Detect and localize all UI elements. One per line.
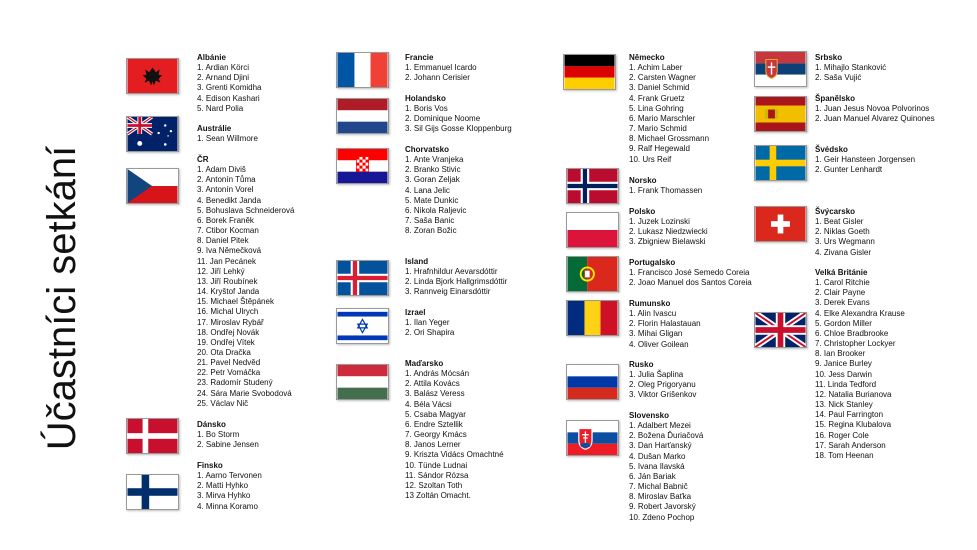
member-name: 8. Miroslav Baťka: [629, 492, 692, 502]
member-name: 4. Zivana Gisler: [815, 247, 872, 257]
member-name: 3. Dan Harťanský: [629, 441, 692, 451]
member-name: 1. Ilan Yeger: [405, 318, 450, 328]
member-name: 14. Paul Farrington: [815, 410, 884, 420]
member-name: 3. Zbigniew Bielawski: [629, 237, 706, 247]
member-name: 5. Mate Dunkic: [405, 195, 459, 205]
member-name: 2. Antonín Tůma: [197, 175, 256, 185]
member-name: 4. Elke Alexandra Krause: [815, 308, 905, 318]
spain-flag-icon: [754, 96, 807, 132]
country-name: Španělsko: [815, 94, 856, 103]
member-name: 3. Rannveig Einarsdóttir: [405, 287, 491, 297]
member-name: 3. Sil Gijs Gosse Kloppenburg: [405, 124, 512, 134]
member-name: 2. Joao Manuel dos Santos Coreia: [629, 278, 752, 288]
member-list: [815, 155, 915, 175]
member-name: 3. Antonín Vorel: [197, 185, 254, 195]
member-name: 17. Sarah Anderson: [815, 440, 886, 450]
australia-flag-icon: [126, 116, 179, 152]
member-name: 16. Roger Cole: [815, 430, 869, 440]
member-name: 10. Jess Darwin: [815, 369, 872, 379]
member-name: 1. Hrafnhildur Aevarsdóttir: [405, 267, 498, 277]
member-list: [629, 63, 709, 165]
member-name: 1. Beat Gisler: [815, 217, 864, 227]
country-block-hungary: [405, 359, 504, 501]
country-block-serbia: [815, 53, 886, 83]
member-name: 5. Nard Polia: [197, 103, 244, 113]
member-name: 3. Mihai Gligan: [629, 329, 683, 339]
member-name: 4. Frank Gruetz: [629, 93, 685, 103]
country-block-croatia: [405, 145, 466, 236]
member-name: 24. Sára Marie Svobodová: [197, 388, 292, 398]
finland-flag-icon: [126, 474, 179, 510]
member-name: 12. Szoltan Toth: [405, 480, 463, 490]
member-name: 7. Christopher Lockyer: [815, 339, 896, 349]
iceland-flag-icon: [336, 260, 389, 296]
albania-flag-icon: [126, 58, 179, 94]
member-name: 5. Ivana Ilavská: [629, 461, 685, 471]
country-name: Francie: [405, 53, 434, 62]
member-name: 1. Julia Šaplina: [629, 370, 684, 380]
member-name: 1. Boris Vos: [405, 104, 448, 114]
member-name: 1. Sean Willmore: [197, 134, 258, 144]
member-name: 1. Francisco José Semedo Coreia: [629, 268, 750, 278]
member-name: 3. Grenti Komidha: [197, 83, 262, 93]
member-name: 2. Dominique Noome: [405, 114, 481, 124]
member-name: 2. Linda Bjork Hallgrimsdóttir: [405, 277, 508, 287]
member-name: 21. Pavel Nedvěd: [197, 358, 261, 368]
country-name: Portugalsko: [629, 258, 676, 267]
member-name: 6. Chloe Bradbrooke: [815, 328, 889, 338]
member-name: 2. Juan Manuel Alvarez Quinones: [815, 114, 935, 124]
country-block-germany: [629, 53, 709, 165]
member-name: 1. Juan Jesus Novoa Polvorinos: [815, 104, 930, 114]
member-name: 15. Regina Klubalova: [815, 420, 892, 430]
member-name: 8. Janos Lerner: [405, 440, 461, 450]
member-name: 4. Dušan Marko: [629, 451, 686, 461]
country-block-norway: [629, 176, 702, 196]
member-name: 6. Ján Bariak: [629, 471, 676, 481]
member-name: 2. Carsten Wagner: [629, 73, 696, 83]
croatia-flag-icon: [336, 148, 389, 184]
member-name: 1. Mihajlo Stanković: [815, 63, 887, 73]
country-block-albania: [197, 53, 261, 114]
member-list: [197, 165, 294, 409]
member-list: [405, 63, 477, 83]
portugal-flag-icon: [566, 256, 619, 292]
russia-flag-icon: [566, 364, 619, 400]
member-name: 1. Aarno Tervonen: [197, 471, 262, 481]
member-name: 1. Ante Vranjeka: [405, 155, 464, 165]
slovakia-flag-icon: [566, 420, 619, 456]
member-list: [405, 104, 512, 134]
member-list: [405, 155, 466, 236]
member-name: 15. Michael Štěpánek: [197, 297, 274, 307]
member-name: 4. Lana Jelic: [405, 185, 450, 195]
member-name: 4. Edison Kashari: [197, 93, 260, 103]
member-name: 20. Ota Dračka: [197, 347, 251, 357]
country-name: Velká Británie: [815, 268, 868, 277]
member-list: [197, 134, 258, 144]
member-name: 1. Achim Laber: [629, 63, 683, 73]
member-name: 4. Minna Koramo: [197, 501, 258, 511]
member-list: [815, 217, 875, 258]
member-name: 2. Johann Cerisier: [405, 73, 470, 83]
member-name: 17. Miroslav Rybář: [197, 317, 264, 327]
sweden-flag-icon: [754, 145, 807, 181]
country-name: Maďarsko: [405, 359, 444, 368]
member-name: 7. Georgy Kmács: [405, 430, 467, 440]
france-flag-icon: [336, 52, 389, 88]
country-name: Švýcarsko: [815, 207, 856, 216]
page-title: Účastníci setkání: [40, 145, 84, 451]
member-name: 6. Endre Sztellik: [405, 419, 463, 429]
member-name: 4. Béla Vácsi: [405, 399, 452, 409]
country-block-netherlands: [405, 94, 512, 135]
member-name: 6. Mario Marschler: [629, 113, 696, 123]
country-name: Slovensko: [629, 411, 670, 420]
member-list: [197, 471, 262, 512]
member-name: 9. Janice Burley: [815, 359, 872, 369]
country-name: Německo: [629, 53, 665, 62]
member-name: 18. Tom Heenan: [815, 450, 874, 460]
country-name: Albánie: [197, 53, 226, 62]
member-name: 2. Oleg Prigoryanu: [629, 380, 696, 390]
member-list: [815, 63, 886, 83]
country-name: Švédsko: [815, 145, 848, 154]
member-name: 11. Sándor Rózsa: [405, 470, 469, 480]
member-name: 2. Niklas Goeth: [815, 227, 870, 237]
member-name: 9. Ralf Hegewald: [629, 144, 690, 154]
member-name: 3. Balász Veress: [405, 389, 465, 399]
member-name: 23. Radomír Studený: [197, 378, 273, 388]
member-name: 2. Ori Shapira: [405, 328, 455, 338]
member-list: [629, 186, 702, 196]
member-name: 10. Tünde Ludnai: [405, 460, 468, 470]
member-name: 3. Urs Wegmann: [815, 237, 875, 247]
member-name: 3. Viktor Grišenkov: [629, 390, 697, 400]
member-list: [629, 421, 703, 523]
member-name: 13. Jiří Roubínek: [197, 276, 258, 286]
member-name: 2. Branko Stivic: [405, 165, 461, 175]
country-block-russia: [629, 360, 696, 401]
poland-flag-icon: [566, 212, 619, 248]
country-name: Dánsko: [197, 420, 226, 429]
country-block-poland: [629, 207, 708, 248]
member-list: [815, 104, 935, 124]
member-name: 12. Jiří Lehký: [197, 266, 245, 276]
country-name: Polsko: [629, 207, 656, 216]
czech-flag-icon: [126, 168, 179, 204]
hungary-flag-icon: [336, 364, 389, 400]
member-name: 4. Benedikt Janda: [197, 195, 262, 205]
romania-flag-icon: [566, 300, 619, 336]
country-name: Srbsko: [815, 53, 843, 62]
member-list: [629, 268, 752, 288]
member-name: 11. Linda Tedford: [815, 379, 877, 389]
member-name: 3. Goran Zeljak: [405, 175, 460, 185]
netherlands-flag-icon: [336, 98, 389, 134]
member-list: [405, 318, 454, 338]
denmark-flag-icon: [126, 418, 179, 454]
member-name: 7. Michal Babnič: [629, 482, 688, 492]
member-name: 2. Sabine Jensen: [197, 440, 259, 450]
member-list: [629, 217, 708, 247]
member-list: [197, 430, 259, 450]
country-block-spain: [815, 94, 935, 124]
country-block-czech: [197, 155, 294, 409]
country-block-iceland: [405, 257, 507, 298]
member-name: 2. Arnand Djini: [197, 73, 250, 83]
member-name: 2. Attila Kovács: [405, 379, 460, 389]
member-name: 1. András Mócsán: [405, 369, 470, 379]
country-name: Island: [405, 257, 429, 266]
country-block-sweden: [815, 145, 915, 175]
country-block-uk: [815, 268, 905, 461]
member-name: 18. Ondřej Novák: [197, 327, 260, 337]
country-name: Holandsko: [405, 94, 446, 103]
member-list: [815, 278, 905, 461]
member-name: 9. Iva Němečková: [197, 246, 262, 256]
member-list: [629, 309, 701, 350]
member-name: 1. Alin Ivascu: [629, 309, 677, 319]
member-name: 7. Ctibor Kocman: [197, 226, 259, 236]
country-name: Rumunsko: [629, 299, 671, 308]
country-block-slovakia: [629, 411, 703, 523]
member-name: 1. Carol Ritchie: [815, 278, 870, 288]
member-name: 7. Mario Schmid: [629, 124, 687, 134]
member-name: 3. Daniel Schmid: [629, 83, 690, 93]
country-block-portugal: [629, 258, 752, 288]
member-name: 2. Saša Vujić: [815, 73, 862, 83]
member-name: 2. Matti Hyhko: [197, 481, 249, 491]
member-name: 3. Mirva Hyhko: [197, 491, 251, 501]
member-name: 2. Gunter Lenhardt: [815, 165, 883, 175]
member-name: 19. Ondřej Vítek: [197, 337, 255, 347]
member-name: 1. Ardian Körci: [197, 63, 250, 73]
country-name: Austrálie: [197, 124, 232, 133]
member-name: 8. Zoran Božic: [405, 226, 457, 236]
member-name: 8. Daniel Pitek: [197, 236, 249, 246]
member-name: 6. Nikola Raljevic: [405, 205, 467, 215]
country-name: ČR: [197, 155, 209, 164]
member-name: 1. Adam Diviš: [197, 165, 246, 175]
member-name: 4. Oliver Goilean: [629, 339, 689, 349]
member-name: 10. Zdeno Pochop: [629, 512, 695, 522]
member-name: 1. Adalbert Mezei: [629, 421, 691, 431]
member-list: [405, 369, 504, 501]
member-list: [197, 63, 261, 114]
member-name: 1. Juzek Lozinski: [629, 217, 690, 227]
member-name: 13. Nick Stanley: [815, 400, 873, 410]
germany-flag-icon: [563, 54, 616, 90]
country-block-israel: [405, 308, 454, 338]
member-list: [405, 267, 507, 297]
member-name: 2. Božena Ďuriačová: [629, 431, 704, 441]
member-name: 11. Jan Pecánek: [197, 256, 257, 266]
member-name: 2. Lukasz Niedzwiecki: [629, 227, 708, 237]
country-block-finland: [197, 461, 262, 512]
country-name: Rusko: [629, 360, 654, 369]
member-name: 14. Kryštof Janda: [197, 287, 260, 297]
uk-flag-icon: [754, 312, 807, 348]
country-name: Izrael: [405, 308, 426, 317]
member-list: [629, 370, 696, 400]
country-name: Finsko: [197, 461, 223, 470]
country-name: Chorvatsko: [405, 145, 450, 154]
member-name: 1. Geir Hansteen Jorgensen: [815, 155, 916, 165]
member-name: 7. Saša Banic: [405, 216, 455, 226]
member-name: 13 Zoltán Omacht.: [405, 491, 471, 501]
member-name: 9. Robert Javorský: [629, 502, 696, 512]
country-block-denmark: [197, 420, 259, 450]
country-block-switzerland: [815, 207, 875, 258]
member-name: 1. Emmanuel Icardo: [405, 63, 477, 73]
member-name: 22. Petr Vomáčka: [197, 368, 261, 378]
country-name: Norsko: [629, 176, 657, 185]
member-name: 5. Csaba Magyar: [405, 409, 466, 419]
member-name: 2. Florin Halastauan: [629, 319, 701, 329]
norway-flag-icon: [566, 168, 619, 204]
member-name: 8. Ian Brooker: [815, 349, 866, 359]
member-name: 1. Bo Storm: [197, 430, 240, 440]
member-name: 5. Gordon Miller: [815, 318, 872, 328]
member-name: 2. Clair Payne: [815, 288, 866, 298]
member-name: 5. Bohuslava Schneiderová: [197, 205, 295, 215]
member-name: 25. Václav Nič: [197, 398, 249, 408]
member-name: 1. Frank Thomassen: [629, 186, 703, 196]
member-name: 8. Michael Grossmann: [629, 134, 710, 144]
member-name: 9. Kriszta Vidács Omachtné: [405, 450, 504, 460]
member-name: 12. Natalia Burianova: [815, 389, 892, 399]
member-name: 10. Urs Reif: [629, 154, 672, 164]
country-block-romania: [629, 299, 701, 350]
israel-flag-icon: [336, 308, 389, 344]
member-name: 6. Borek Franěk: [197, 215, 254, 225]
member-name: 16. Michal Ulrych: [197, 307, 259, 317]
member-name: 3. Derek Evans: [815, 298, 870, 308]
country-block-australia: [197, 124, 258, 144]
member-name: 5. Lina Gohring: [629, 103, 684, 113]
serbia-flag-icon: [754, 51, 807, 87]
switzerland-flag-icon: [754, 206, 807, 242]
country-block-france: [405, 53, 477, 83]
